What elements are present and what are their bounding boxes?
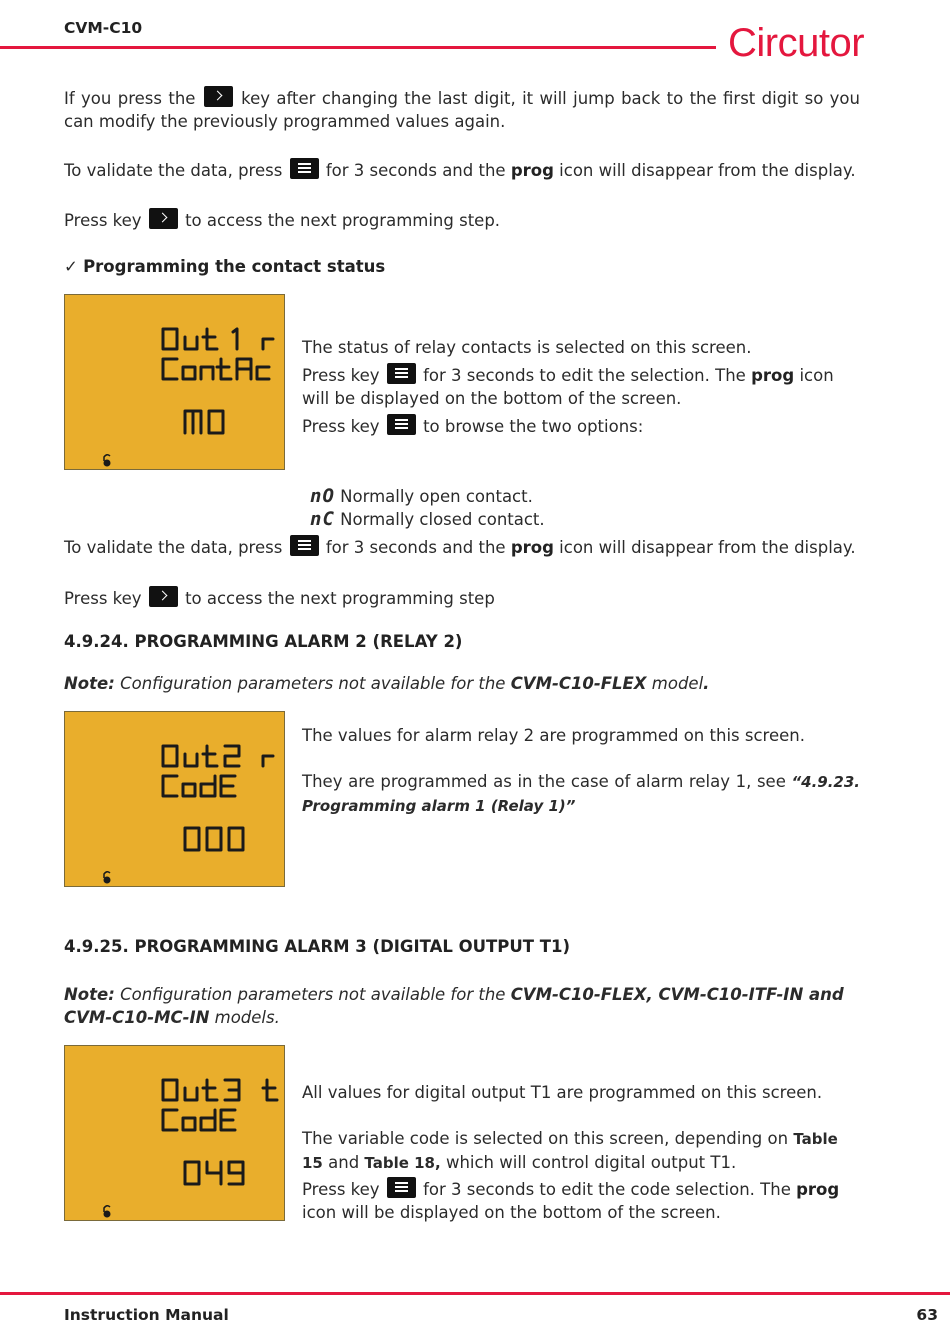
intro-text: Press key <box>64 211 142 230</box>
menu-key-icon <box>387 414 416 435</box>
menu-key-icon <box>290 158 319 179</box>
desc-line: All values for digital output T1 are programmed on this screen. <box>302 1083 823 1102</box>
alarm3-note <box>64 983 864 1029</box>
lock-icon <box>104 1206 111 1218</box>
page-number: 63 <box>916 1306 938 1324</box>
note-text: models. <box>214 1008 280 1027</box>
desc-text: to browse the two options: <box>423 417 644 436</box>
desc-text: They are programmed as in the case of alarm relay 1, see <box>302 772 786 791</box>
prog-keyword: prog <box>796 1180 840 1199</box>
body-text: To validate the data, press <box>64 538 283 557</box>
right-arrow-key-icon <box>149 586 178 607</box>
brand-logo: Circutor <box>728 21 865 65</box>
lock-icon <box>104 455 111 467</box>
alarm2-description <box>302 724 860 818</box>
desc-text: Press key <box>302 1180 380 1199</box>
section-title: Programming the contact status <box>83 257 386 276</box>
no-lcd-symbol: nO <box>310 485 335 507</box>
desc-text: which will control digital output T1. <box>445 1153 737 1172</box>
menu-key-icon <box>290 535 319 556</box>
desc-text: icon will be displayed on the bottom of the screen. <box>302 366 834 408</box>
document-code: CVM-C10 <box>64 19 143 37</box>
intro-paragraph-2 <box>64 158 860 182</box>
desc-text: icon will be displayed on the bottom of the screen. <box>302 1203 721 1222</box>
desc-line <box>302 1127 860 1175</box>
alarm3-description <box>302 1081 860 1224</box>
prog-keyword: prog <box>510 161 554 180</box>
lcd-display-alarm3 <box>64 1045 285 1221</box>
desc-text: Press key <box>302 417 380 436</box>
note-end: . <box>703 674 710 693</box>
alarm2-heading: 4.9.24. PROGRAMMING ALARM 2 (RELAY 2) <box>64 632 463 651</box>
lcd-display-alarm2 <box>64 711 285 887</box>
contact-options <box>310 485 545 531</box>
checkmark-icon: ✓ <box>64 257 78 276</box>
option-text: Normally open contact. <box>340 487 533 506</box>
contact-description <box>302 336 860 438</box>
body-text: to access the next programming step <box>185 589 495 608</box>
footer-title: Instruction Manual <box>64 1306 229 1324</box>
desc-line: The status of relay contacts is selected on this screen. <box>302 338 752 357</box>
intro-text: for 3 seconds and the <box>325 161 506 180</box>
footer-divider <box>0 1292 950 1295</box>
desc-text: for 3 seconds to edit the selection. The <box>423 366 746 385</box>
table-reference: Table 18, <box>364 1154 441 1172</box>
desc-text: and <box>328 1153 360 1172</box>
body-text: Press key <box>64 589 142 608</box>
lcd-segments <box>65 712 286 888</box>
desc-text: for 3 seconds to edit the code selection. The <box>423 1180 791 1199</box>
intro-text: icon will disappear from the display. <box>559 161 856 180</box>
intro-paragraph-3 <box>64 208 860 232</box>
prog-keyword: prog <box>751 366 795 385</box>
note-text: Configuration parameters not available for the <box>120 674 506 693</box>
note-label: Note: <box>64 674 115 693</box>
menu-key-icon <box>387 1177 416 1198</box>
desc-line <box>302 1177 860 1224</box>
note-text: Configuration parameters not available for the <box>120 985 506 1004</box>
intro-text: key after changing the last digit, it will jump back to the first digit so you can modify the previously programmed values again. <box>64 89 860 131</box>
nc-lcd-symbol: nC <box>310 508 335 530</box>
note-models: CVM-C10-FLEX, CVM-C10-ITF-IN and CVM-C10-MC-IN <box>64 985 844 1027</box>
right-arrow-key-icon <box>149 208 178 229</box>
menu-key-icon <box>387 363 416 384</box>
intro-paragraph-1 <box>64 86 860 133</box>
body-text: icon will disappear from the display. <box>559 538 856 557</box>
desc-line: The values for alarm relay 2 are programmed on this screen. <box>302 726 805 745</box>
header-divider <box>0 46 716 49</box>
desc-line <box>302 770 860 818</box>
desc-text: The variable code is selected on this screen, depending on <box>302 1129 789 1148</box>
note-model: CVM-C10-FLEX <box>510 674 647 693</box>
contact-next <box>64 586 860 610</box>
desc-text: Press key <box>302 366 380 385</box>
contact-validate <box>64 535 860 559</box>
lcd-display-contact <box>64 294 285 470</box>
alarm3-heading: 4.9.25. PROGRAMMING ALARM 3 (DIGITAL OUTPUT T1) <box>64 937 571 956</box>
desc-line <box>302 363 860 410</box>
option-normally-closed <box>310 508 545 531</box>
note-label: Note: <box>64 985 115 1004</box>
option-normally-open <box>310 485 545 508</box>
prog-keyword: prog <box>510 538 554 557</box>
right-arrow-key-icon <box>204 86 233 107</box>
desc-line <box>302 414 860 438</box>
lcd-segments <box>65 1046 286 1222</box>
intro-text: To validate the data, press <box>64 161 283 180</box>
intro-text: to access the next programming step. <box>185 211 501 230</box>
lock-icon <box>104 872 111 884</box>
lcd-segments <box>65 295 286 471</box>
intro-text: If you press the <box>64 89 196 108</box>
option-text: Normally closed contact. <box>340 510 545 529</box>
section-reference: “4.9.23. Programming alarm 1 (Relay 1)” <box>302 773 861 815</box>
body-text: for 3 seconds and the <box>325 538 506 557</box>
contact-section-title <box>64 255 860 278</box>
alarm2-note <box>64 672 864 695</box>
note-text: model <box>651 674 704 693</box>
table-reference: Table 15 <box>302 1130 838 1172</box>
